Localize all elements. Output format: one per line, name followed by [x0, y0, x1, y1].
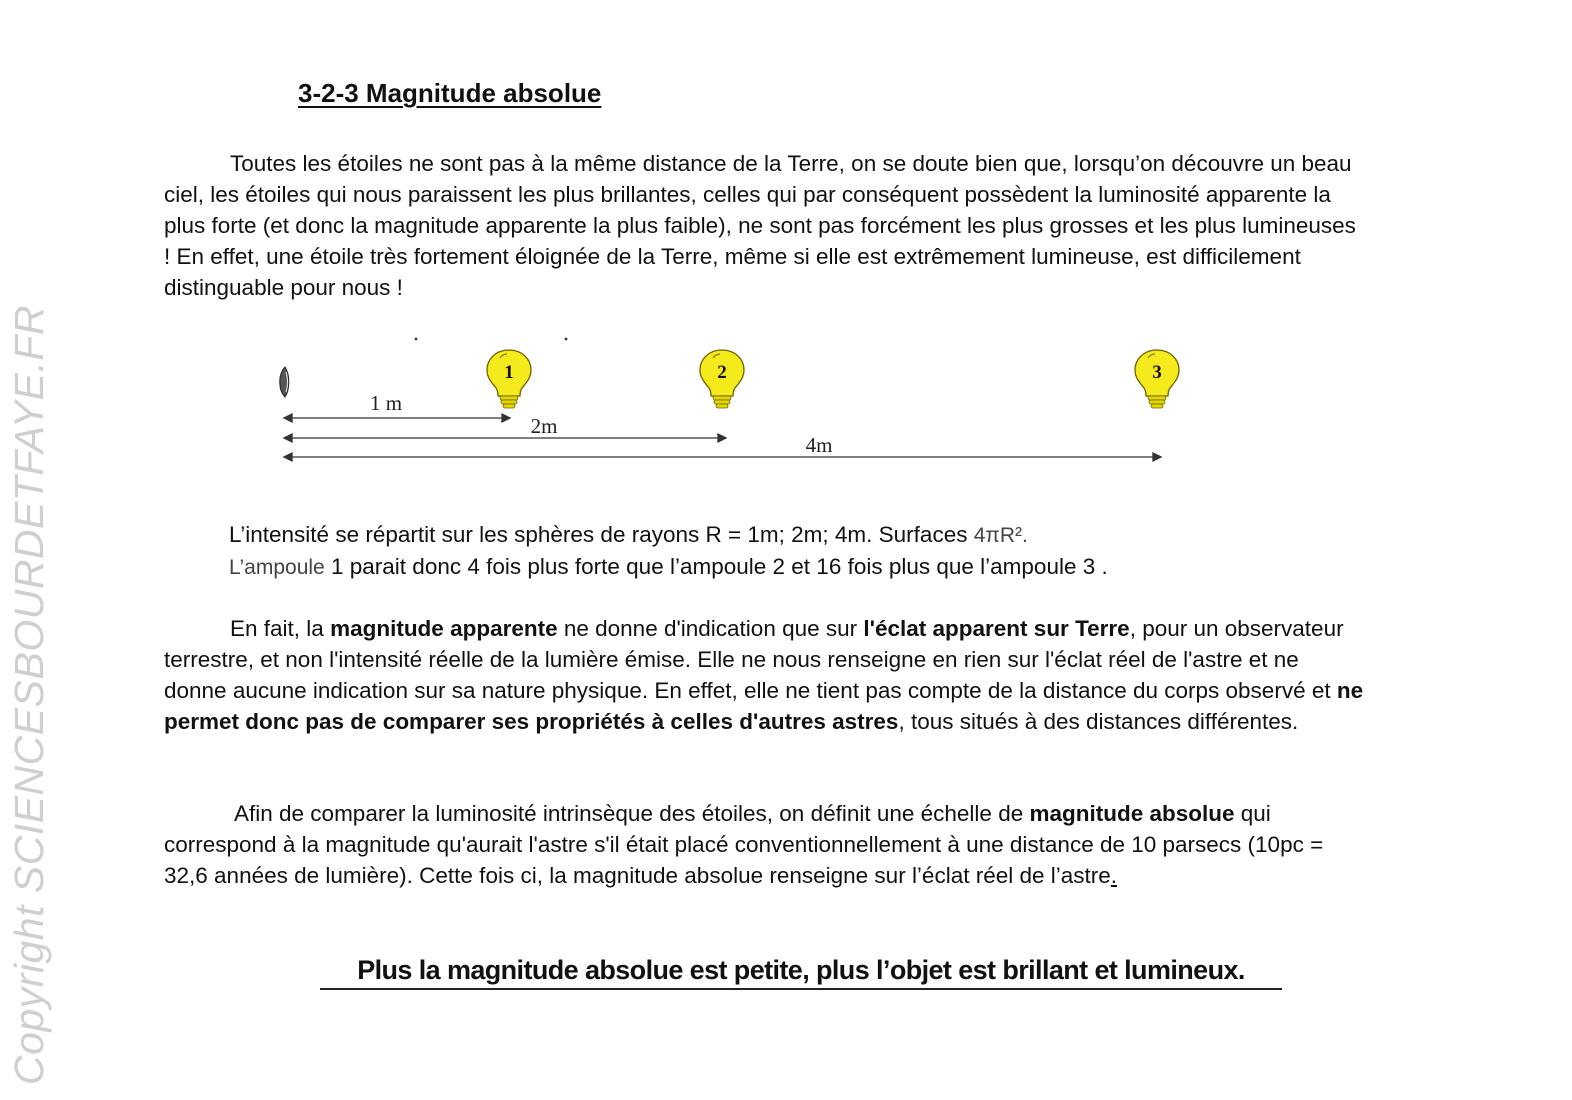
distance-arrow-1m: [284, 414, 510, 422]
p4-text-c: qui correspond à la magnitude qu'aurait l'astre s'il était placé conventionnellement à une distance de 10 parsecs (10pc = 32,6 années de lumière). Cette fois ci, la magnitude absolue renseigne sur l’éclat réel de l’astre: [164, 801, 1324, 888]
p3-text-a: En fait, la: [230, 616, 331, 641]
intro-paragraph: [164, 148, 1364, 303]
absolute-magnitude-paragraph: [164, 798, 1364, 891]
intro-text: Toutes les étoiles ne sont pas à la même distance de la Terre, on se doute bien que, lorsqu’on découvre un beau ciel, les étoiles qui nous paraissent les plus brillantes, celles qui par conséquent possèdent la luminosité apparente la plus forte (et donc la magnitude apparente la plus faible), ne sont pas forcément les plus grosses et les plus lumineuses ! En effet, une étoile très fortement éloignée de la Terre, même si elle est extrêmement lumineuse, est difficilement distinguable pour nous !: [164, 151, 1356, 300]
p4-underlined-period: .: [1110, 863, 1118, 888]
bulb-3-label: 3: [1152, 362, 1162, 383]
p3-bold-comparison: ne permet donc pas de comparer ses propriétés à celles d'autres astres: [164, 678, 1364, 734]
dot-mark: [415, 338, 418, 341]
p3-text-e: , pour un observateur terrestre, et non l'intensité réelle de la lumière émise. Elle ne nous renseigne en rien sur l'éclat réel de l'astre et ne donne aucune indication sur sa nature physique. En effet, elle ne tient pas compte de la distance du corps observé et: [164, 616, 1344, 703]
ampoule-prefix: L’ampoule: [229, 556, 325, 579]
distance-label-1m: 1 m: [369, 391, 403, 415]
p3-bold-apparent-magnitude: magnitude apparente: [330, 616, 558, 641]
p4-text-a: Afin de comparer la luminosité intrinsèque des étoiles, on définit une échelle de: [234, 801, 1030, 826]
p3-text-g: , tous situés à des distances différentes.: [898, 709, 1299, 734]
light-bulb-distance-diagram: [270, 330, 1190, 480]
p3-bold-apparent-brightness: l'éclat apparent sur Terre: [863, 616, 1130, 641]
bulb-1-label: 1: [504, 362, 514, 383]
eye-icon: [280, 367, 289, 397]
section-title: 3-2-3 Magnitude absolue: [298, 78, 602, 108]
bulb-2-label: 2: [717, 362, 727, 383]
distance-arrow-4m: [284, 453, 1161, 461]
ampoule-line: [229, 551, 1108, 583]
p4-bold-absolute-magnitude: magnitude absolue: [1029, 801, 1235, 826]
apparent-magnitude-paragraph: [164, 613, 1364, 737]
surface-formula: 4πR².: [973, 524, 1028, 547]
ampoule-text: 1 parait donc 4 fois plus forte que l’ampoule 2 et 16 fois plus que l’ampoule 3 .: [324, 554, 1108, 579]
intensity-line: [229, 519, 1028, 551]
bulb-3-icon: [1135, 350, 1179, 408]
p3-text-c: ne donne d'indication que sur: [557, 616, 864, 641]
intensity-text: L’intensité se répartit sur les sphères de rayons R = 1m; 2m; 4m. Surfaces: [229, 522, 974, 547]
distance-label-2m: 2m: [530, 414, 558, 438]
distance-label-4m: 4m: [805, 433, 833, 457]
copyright-watermark: Copyright SCIENCESBOURDETFAYE.FR: [6, 305, 52, 1085]
distance-arrow-2m: [284, 434, 726, 442]
bulb-1-icon: [487, 350, 531, 408]
bulb-2-icon: [700, 350, 744, 408]
conclusion-statement: Plus la magnitude absolue est petite, plus l’objet est brillant et lumineux.: [320, 955, 1282, 990]
dot-mark: [565, 338, 568, 341]
